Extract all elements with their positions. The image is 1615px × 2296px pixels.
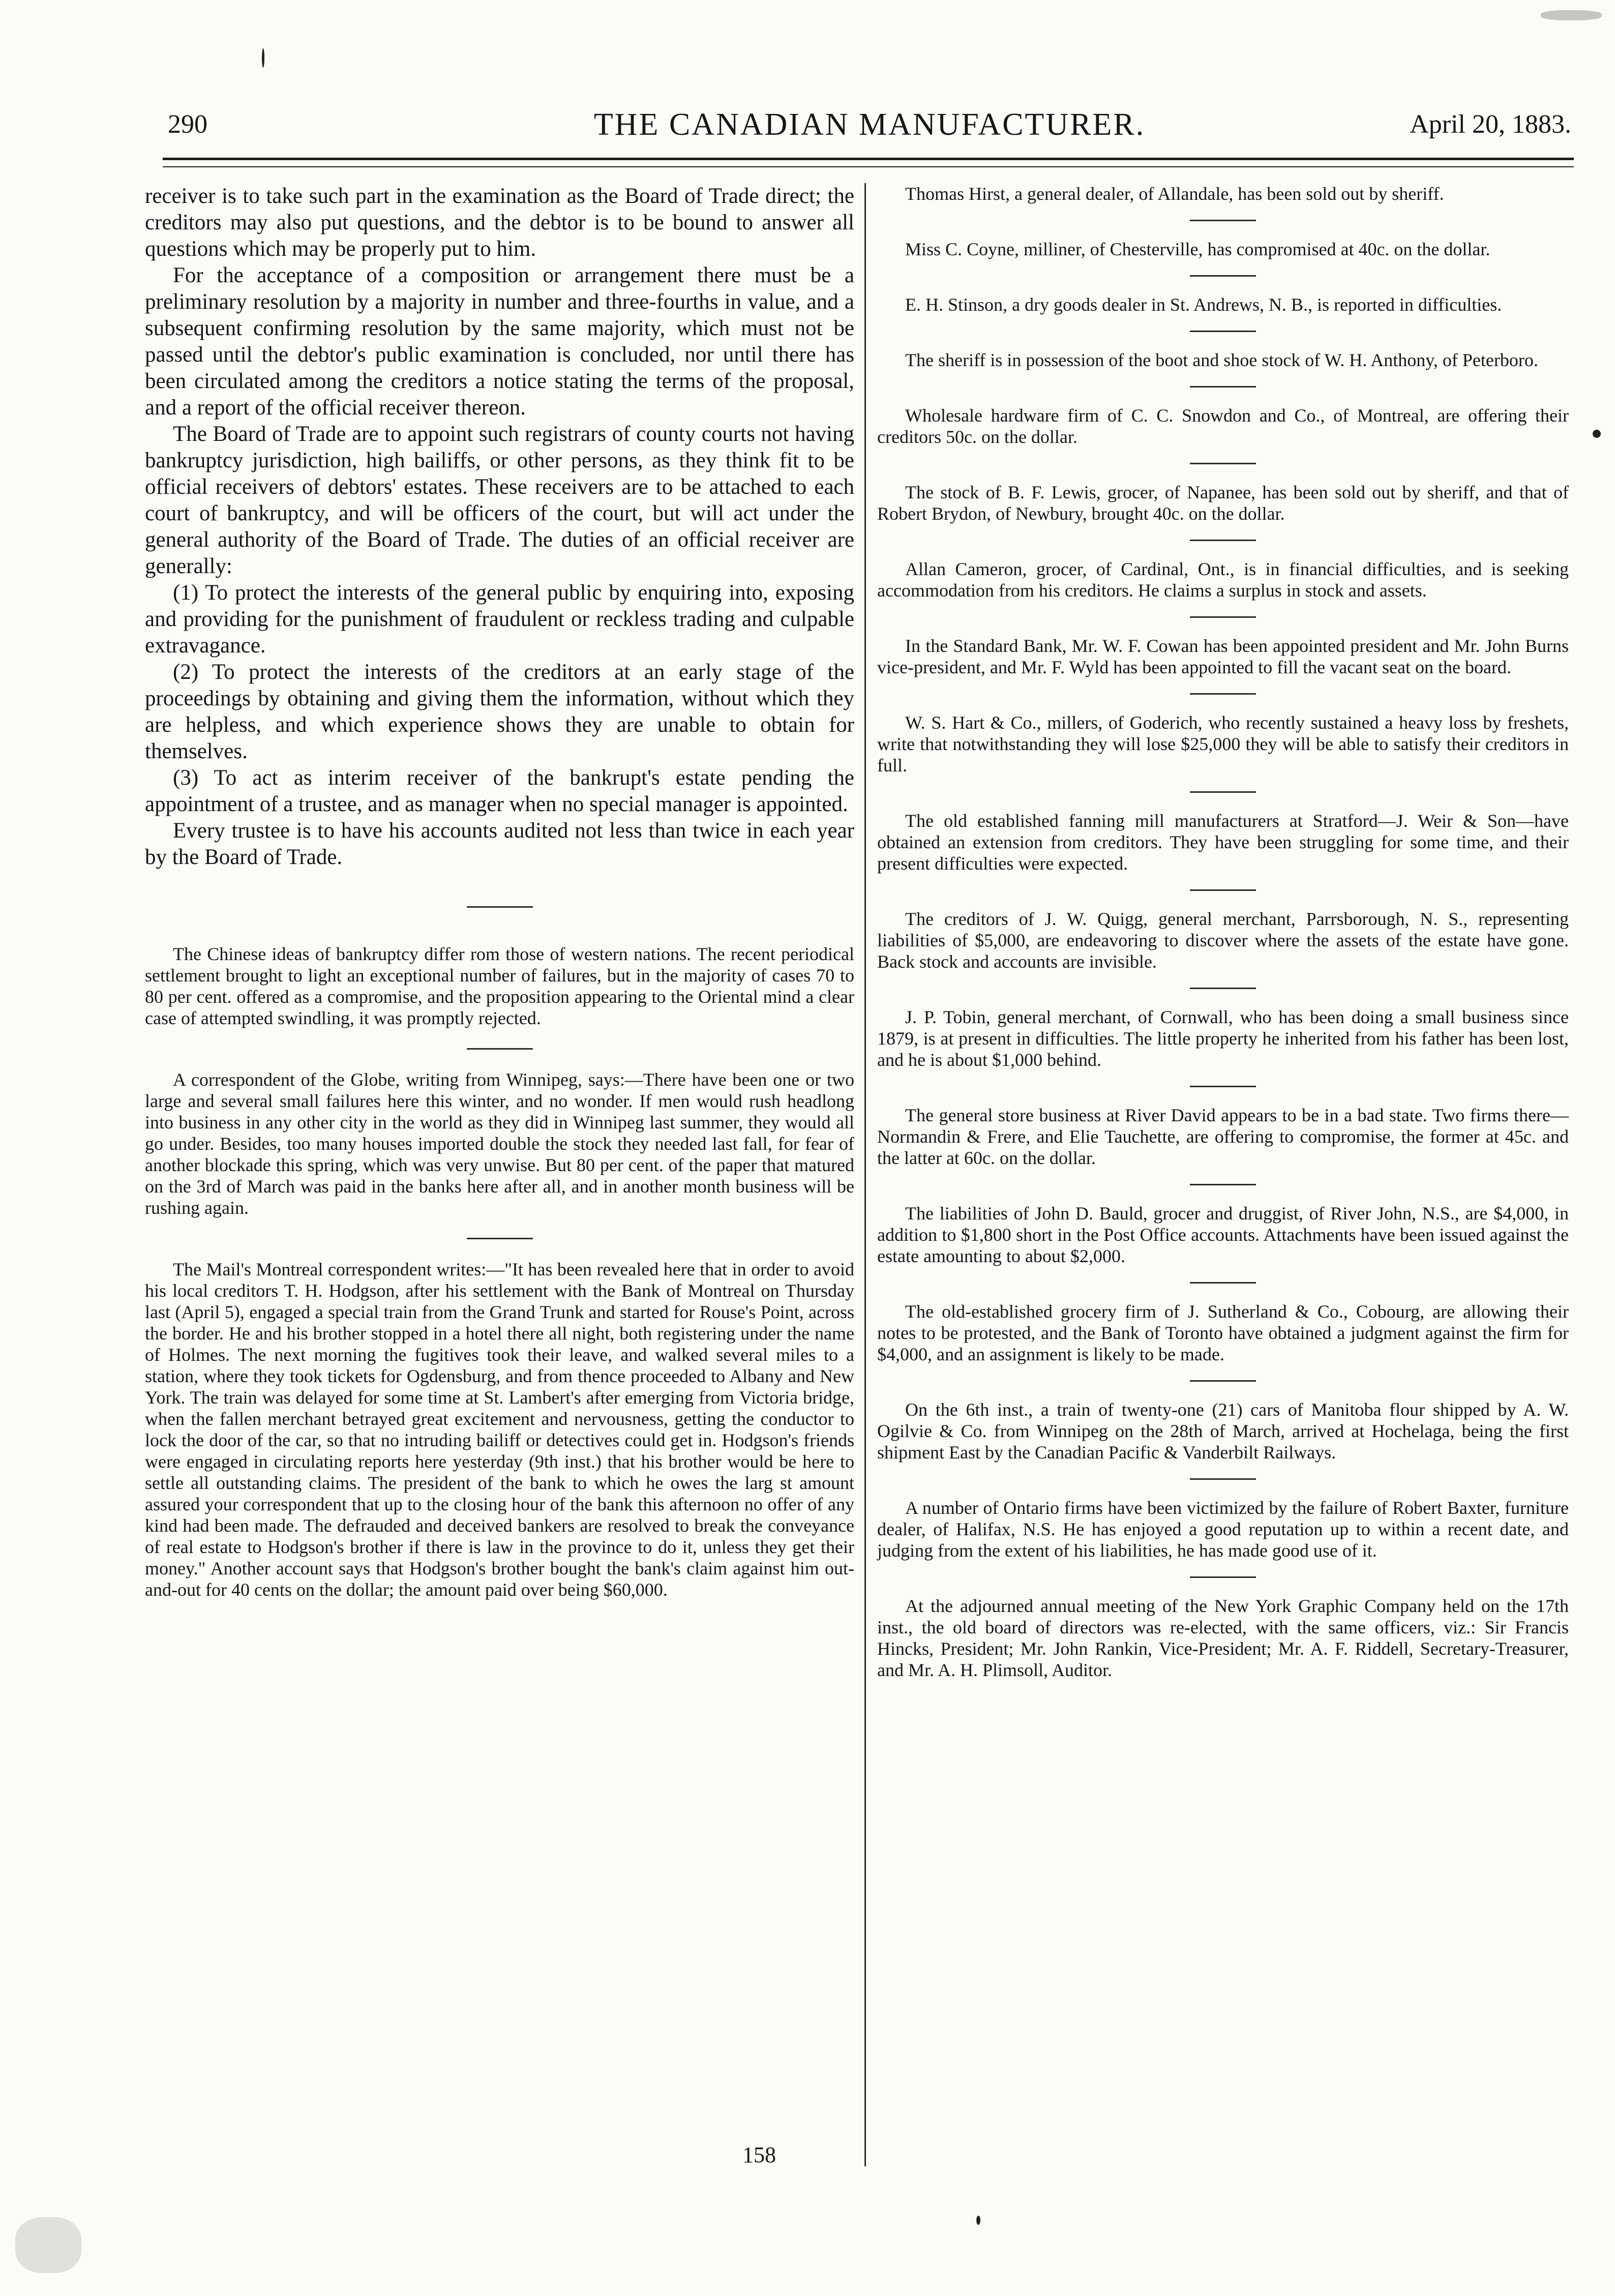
news-item: The liabilities of John D. Bauld, grocer and druggist, of River John, N.S., are $4,000, in addition to $1,800 short in the Post Office accounts. Attachments have been issued against the estate amounting to about $2,000. xyxy=(877,1203,1569,1266)
news-item: Miss C. Coyne, milliner, of Chesterville, has compromised at 40c. on the dollar. xyxy=(905,239,1490,259)
section-divider xyxy=(1190,1184,1256,1185)
section-divider xyxy=(1190,386,1256,387)
section-divider xyxy=(1190,616,1256,618)
section-divider xyxy=(1190,1380,1256,1382)
news-item: The old established fanning mill manufacturers at Stratford—J. Weir & Son—have obtained an extension from creditors. They have been struggling for some time, and their present difficulties were expected. xyxy=(877,811,1569,874)
news-item: E. H. Stinson, a dry goods dealer in St. Andrews, N. B., is reported in difficulties. xyxy=(905,294,1502,315)
section-divider xyxy=(1190,791,1256,793)
news-item: The old-established grocery firm of J. Sutherland & Co., Cobourg, are allowing their notes to be protested, and the Bank of Toronto have obtained a judgment against the firm for $4,000, and an assignment is likely to be made. xyxy=(877,1301,1569,1364)
news-item: A correspondent of the Globe, writing from Winnipeg, says:—There have been one or two large and several small failures here this winter, and no wonder. If men would rush headlong into business in any other city in the world as they did in Winnipeg last summer, they would all go under. Besides, too many houses imported double the stock they needed last fall, for fear of another blockade this spring, which was very unwise. But 80 per cent. of the paper that matured on the 3rd of March was paid in the banks here after all, and in another month business will be rushing again. xyxy=(145,1069,854,1218)
left-paragraph: For the acceptance of a composition or arrangement there must be a preliminary resolution by a majority in number and three-fourths in value, and a subsequent confirming resolution by the same majority, which must not be passed until the debtor's public examination is concluded, nor until there has been circulated among the creditors a notice stating the terms of the proposal, and a report of the official receiver thereon. xyxy=(145,263,854,420)
section-divider xyxy=(467,1238,533,1239)
section-divider xyxy=(467,1048,533,1050)
section-divider xyxy=(1190,693,1256,695)
header-thin-rule xyxy=(163,166,1574,167)
issue-date: April 20, 1883. xyxy=(1410,110,1571,139)
scan-mark xyxy=(262,48,264,68)
news-item: In the Standard Bank, Mr. W. F. Cowan has been appointed president and Mr. John Burns vice-president, and Mr. F. Wyld has been appointed to fill the vacant seat on the board. xyxy=(877,636,1569,677)
left-paragraph: Every trustee is to have his accounts audited not less than twice in each year by the Board of Trade. xyxy=(145,819,854,869)
left-paragraph: (2) To protect the interests of the creditors at an early stage of the proceedings by obtaining and giving them the information, without which they are helpless, and which experience shows they are unable to obtain for themselves. xyxy=(145,660,854,763)
section-divider xyxy=(1190,1478,1256,1480)
section-divider xyxy=(1190,1086,1256,1087)
scan-mark xyxy=(976,2216,980,2225)
page-number: 290 xyxy=(168,110,207,139)
section-divider xyxy=(1190,331,1256,332)
news-item: The Chinese ideas of bankruptcy differ rom those of western nations. The recent periodical settlement brought to light an exceptional number of failures, but in the majority of cases 70 to 80 per cent. offered as a compromise, and the proposition appearing to the Oriental mind a clear case of attempted swindling, it was promptly rejected. xyxy=(145,944,854,1028)
news-item: Thomas Hirst, a general dealer, of Allandale, has been sold out by sheriff. xyxy=(905,184,1444,204)
news-item: The creditors of J. W. Quigg, general merchant, Parrsborough, N. S., representing liabilities of $5,000, are endeavoring to discover where the assets of the estate have gone. Back stock and accounts are invisible. xyxy=(877,909,1569,972)
left-paragraph: receiver is to take such part in the examination as the Board of Trade direct; the creditors may also put questions, and the debtor is to be bound to answer all questions which may be properly put to him. xyxy=(145,184,854,261)
news-item: The Mail's Montreal correspondent writes:—"It has been revealed here that in order to avoid his local creditors T. H. Hodgson, after his settlement with the Bank of Montreal on Thursday last (April 5), engaged a special train from the Grand Trunk and started for Rouse's Point, across the border. He and his brother stopped in a hotel there all night, both registering under the name of Holmes. The next morning the fugitives took their leave, and walked several miles to a station, where they took tickets for Ogdensburg, and from thence proceeded to Albany and New York. The train was delayed for some time at St. Lambert's after emerging from Victoria bridge, when the fallen merchant betrayed great excitement and nervousness, getting the conductor to lock the door of the car, so that no intruding bailiff or detectives could get in. Hodgson's friends were engaged in circulating reports here yesterday (9th inst.) that his brother would be here to settle all outstanding claims. The president of the bank to which he owes the larg st amount assured your correspondent that up to the closing hour of the bank this afternoon no offer of any kind had been made. The defrauded and deceived bankers are resolved to break the conveyance of real estate to Hodgson's brother if there is law in the province to do it, unless they get their money." Another account says that Hodgson's brother bought the bank's claim against him out-and-out for 40 cents on the dollar; the amount paid over being $60,000. xyxy=(145,1259,854,1600)
masthead-title: THE CANADIAN MANUFACTURER. xyxy=(593,107,1146,142)
section-divider xyxy=(1190,889,1256,891)
column-divider xyxy=(864,183,866,2166)
scan-mark xyxy=(15,2217,81,2273)
news-item: The sheriff is in possession of the boot and shoe stock of W. H. Anthony, of Peterboro. xyxy=(905,350,1538,370)
news-item: Wholesale hardware firm of C. C. Snowdon and Co., of Montreal, are offering their creditors 50c. on the dollar. xyxy=(877,405,1569,447)
right-column xyxy=(877,183,1569,1681)
news-item: The general store business at River David appears to be in a bad state. Two firms there—Normandin & Frere, and Elie Tauchette, are offering to compromise, the former at 45c. and the latter at 60c. on the dollar. xyxy=(877,1105,1569,1168)
header-rule xyxy=(163,158,1574,160)
section-divider xyxy=(1190,988,1256,989)
news-item: On the 6th inst., a train of twenty-one (21) cars of Manitoba flour shipped by A. W. Ogilvie & Co. from Winnipeg on the 28th of March, arrived at Hochelaga, being the first shipment East by the Canadian Pacific & Vanderbilt Railways. xyxy=(877,1399,1569,1463)
section-divider xyxy=(1190,275,1256,277)
section-divider xyxy=(1190,540,1256,541)
section-divider xyxy=(1190,1282,1256,1284)
news-item: W. S. Hart & Co., millers, of Goderich, who recently sustained a heavy loss by freshets, write that notwithstanding they will lose $25,000 they will be able to satisfy their creditors in full. xyxy=(877,712,1569,776)
news-item: At the adjourned annual meeting of the New York Graphic Company held on the 17th inst., the old board of directors was re-elected, with the same officers, viz.: Sir Francis Hincks, President; Mr. John Rankin, Vice-President; Mr. A. F. Riddell, Secretary-Treasurer, and Mr. A. H. Plimsoll, Auditor. xyxy=(877,1596,1569,1680)
left-paragraph: (1) To protect the interests of the general public by enquiring into, exposing and providing for the punishment of fraudulent or reckless trading and culpable extravagance. xyxy=(145,581,854,658)
left-paragraph: (3) To act as interim receiver of the bankrupt's estate pending the appointment of a trustee, and as manager when no special manager is appointed. xyxy=(145,766,854,816)
page-header xyxy=(168,104,1571,150)
news-item: J. P. Tobin, general merchant, of Cornwall, who has been doing a small business since 1879, is at present in difficulties. The little property he inherited from his father has been lost, and he is about $1,000 behind. xyxy=(877,1007,1569,1070)
section-divider xyxy=(1190,463,1256,464)
section-divider xyxy=(1190,1576,1256,1578)
left-column xyxy=(145,183,854,1600)
section-divider xyxy=(467,906,533,908)
page-folio: 158 xyxy=(742,2142,776,2167)
news-item: The stock of B. F. Lewis, grocer, of Napanee, has been sold out by sheriff, and that of Robert Brydon, of Newbury, brought 40c. on the dollar. xyxy=(877,482,1569,524)
scan-mark xyxy=(1541,10,1602,20)
left-paragraph: The Board of Trade are to appoint such registrars of county courts not having bankruptcy jurisdiction, high bailiffs, or other persons, as they think fit to be official receivers of debtors' estates. These receivers are to be attached to each court of bankruptcy, and will be officers of the court, but will act under the general authority of the Board of Trade. The duties of an official receiver are generally: xyxy=(145,422,854,578)
news-item: A number of Ontario firms have been victimized by the failure of Robert Baxter, furniture dealer, of Halifax, N.S. He has enjoyed a good reputation up to within a recent date, and judging from the extent of his liabilities, he has made good use of it. xyxy=(877,1498,1569,1561)
news-item: Allan Cameron, grocer, of Cardinal, Ont., is in financial difficulties, and is seeking accommodation from his creditors. He claims a surplus in stock and assets. xyxy=(877,559,1569,601)
section-divider xyxy=(1190,220,1256,221)
scan-mark xyxy=(1593,430,1601,438)
